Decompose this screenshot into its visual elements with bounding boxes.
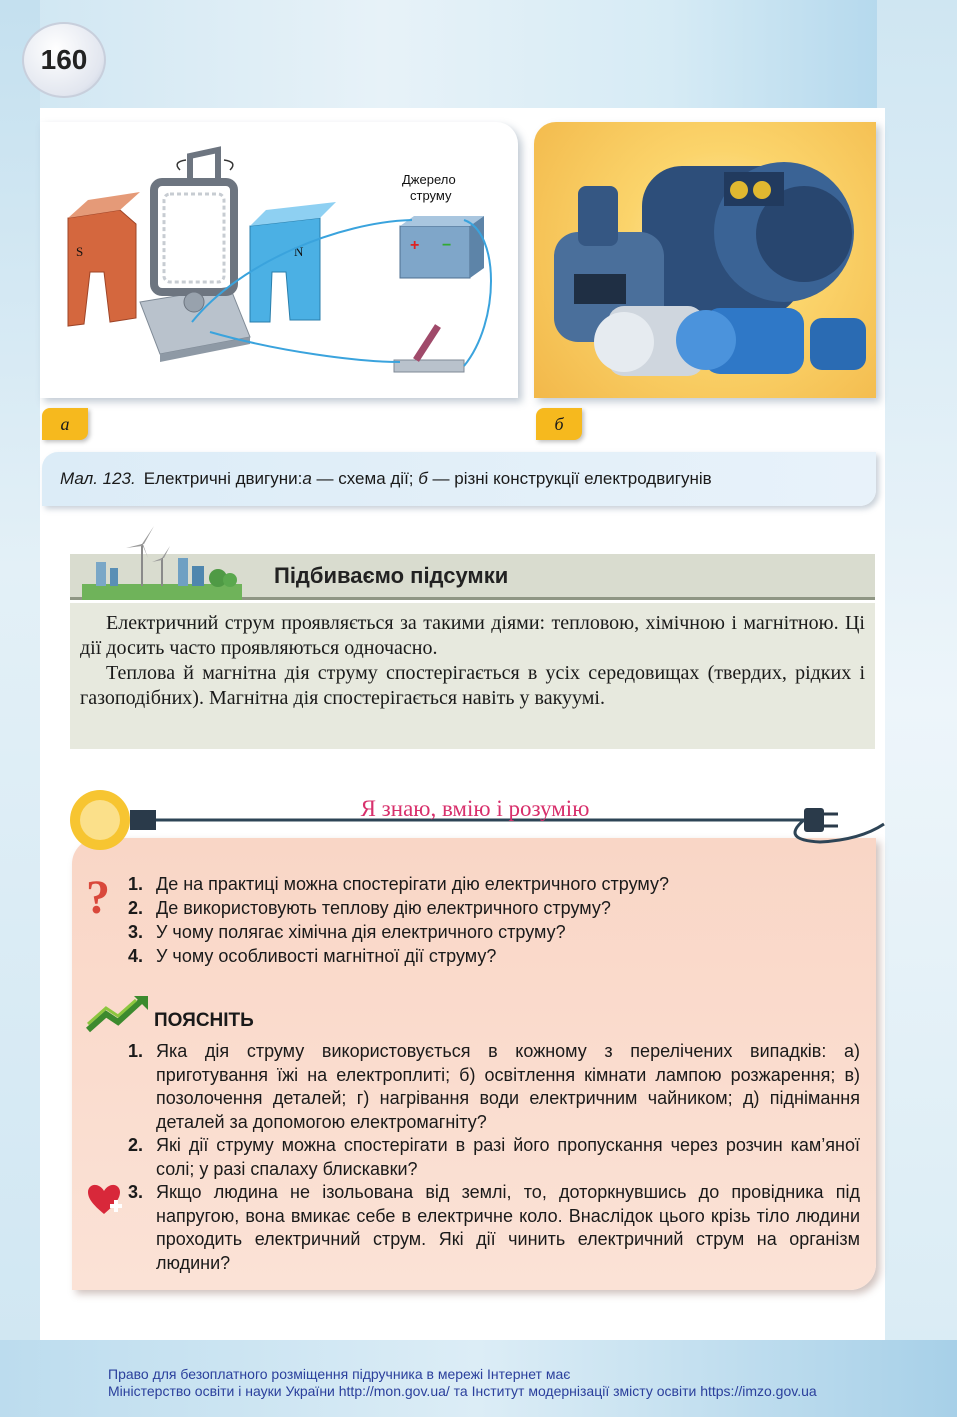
caption-text-2: — схема дії; bbox=[311, 469, 419, 488]
source-label-line1: Джерело bbox=[402, 172, 456, 187]
heart-plus-icon bbox=[88, 1184, 124, 1218]
list-item: 2. Де використовують теплову дію електричного струму? bbox=[128, 898, 611, 918]
pole-n-label: N bbox=[294, 244, 304, 259]
list-item: 1. Яка дія струму використовується в кожному з перелічених випадків: а) приготування їжі на електроплиті; б) освітлення кімнати лампою розжарення; в) позолочення деталей; г) нагрівання води електричним чайником; д) піднімання деталей за допомогою електромагніту? bbox=[128, 1041, 860, 1132]
windmill-landscape-icon bbox=[82, 522, 242, 600]
pole-s-label: S bbox=[76, 244, 84, 259]
caption-letter-b: б bbox=[418, 469, 428, 488]
caption-text-3: — різні конструкції електродвигунів bbox=[427, 469, 712, 488]
source-label-line2: струму bbox=[410, 188, 452, 203]
summary-paragraph-1: Електричний струм проявляється за такими діями: тепловою, хімічною і магнітною. Ці дії досить часто проявляються одночасно. bbox=[80, 612, 865, 659]
figure-a-tag: а bbox=[42, 408, 88, 440]
page-background-left bbox=[0, 0, 40, 1417]
questions-list bbox=[128, 872, 868, 968]
caption-letter-a: а bbox=[302, 469, 312, 488]
page-background-top bbox=[0, 0, 957, 110]
page-background-right bbox=[877, 0, 957, 1417]
motor-schematic-drawing bbox=[40, 122, 518, 398]
trend-arrow-icon bbox=[86, 994, 150, 1034]
plug-icon bbox=[804, 806, 844, 846]
know-title: Я знаю, вмію і розумію bbox=[360, 796, 590, 821]
summary-paragraph-2: Теплова й магнітна дія струму спостерігається в усіх середовищах (твердих, рідких і газоподібних). Магнітна дія спостерігається навіть у вакуумі. bbox=[80, 662, 865, 709]
list-item: 3. У чому полягає хімічна дія електричного струму? bbox=[128, 922, 566, 942]
summary-body bbox=[70, 603, 875, 749]
battery-plus: + bbox=[410, 237, 420, 254]
list-item: 3. Якщо людина не ізольована від землі, то, доторкнувшись до провідника під напругою, вона вмикає себе в електричне коло. Внаслідок цього крізь тіло людини проходить електричний струм. Які дії чинить електричний струм на організм людини? bbox=[128, 1182, 860, 1273]
figure-caption bbox=[42, 452, 876, 506]
motors-illustration bbox=[534, 122, 876, 398]
battery-minus: − bbox=[442, 237, 452, 254]
footer-notice bbox=[108, 1366, 888, 1400]
footer-line-1: Право для безоплатного розміщення підручника в мережі Інтернет має bbox=[108, 1366, 571, 1382]
lightbulb-icon bbox=[60, 800, 120, 860]
question-icon: ? bbox=[86, 871, 110, 924]
list-item: 4. У чому особливості магнітної дії струму? bbox=[128, 946, 497, 966]
explain-list bbox=[128, 1040, 860, 1275]
footer-line-2: Міністерство освіти і науки України http://mon.gov.ua/ та Інститут модернізації змісту освіти https://imzo.gov.ua bbox=[108, 1383, 817, 1399]
figure-b-motor-photo bbox=[534, 122, 876, 398]
summary-title: Підбиваємо підсумки bbox=[70, 554, 875, 600]
figure-b-tag: б bbox=[536, 408, 582, 440]
caption-label: Мал. 123. bbox=[60, 469, 136, 488]
list-item: 1. Де на практиці можна спостерігати дію електричного струму? bbox=[128, 874, 669, 894]
list-item: 2. Які дії струму можна спостерігати в разі його пропускання через розчин кам’яної солі; у разі спалаху блискавки? bbox=[128, 1135, 860, 1179]
caption-text-1: Електричні двигуни: bbox=[143, 469, 303, 488]
page-number: 160 bbox=[22, 22, 106, 98]
explain-title: ПОЯСНІТЬ bbox=[154, 1010, 254, 1031]
figure-a-motor-schematic bbox=[40, 122, 518, 398]
